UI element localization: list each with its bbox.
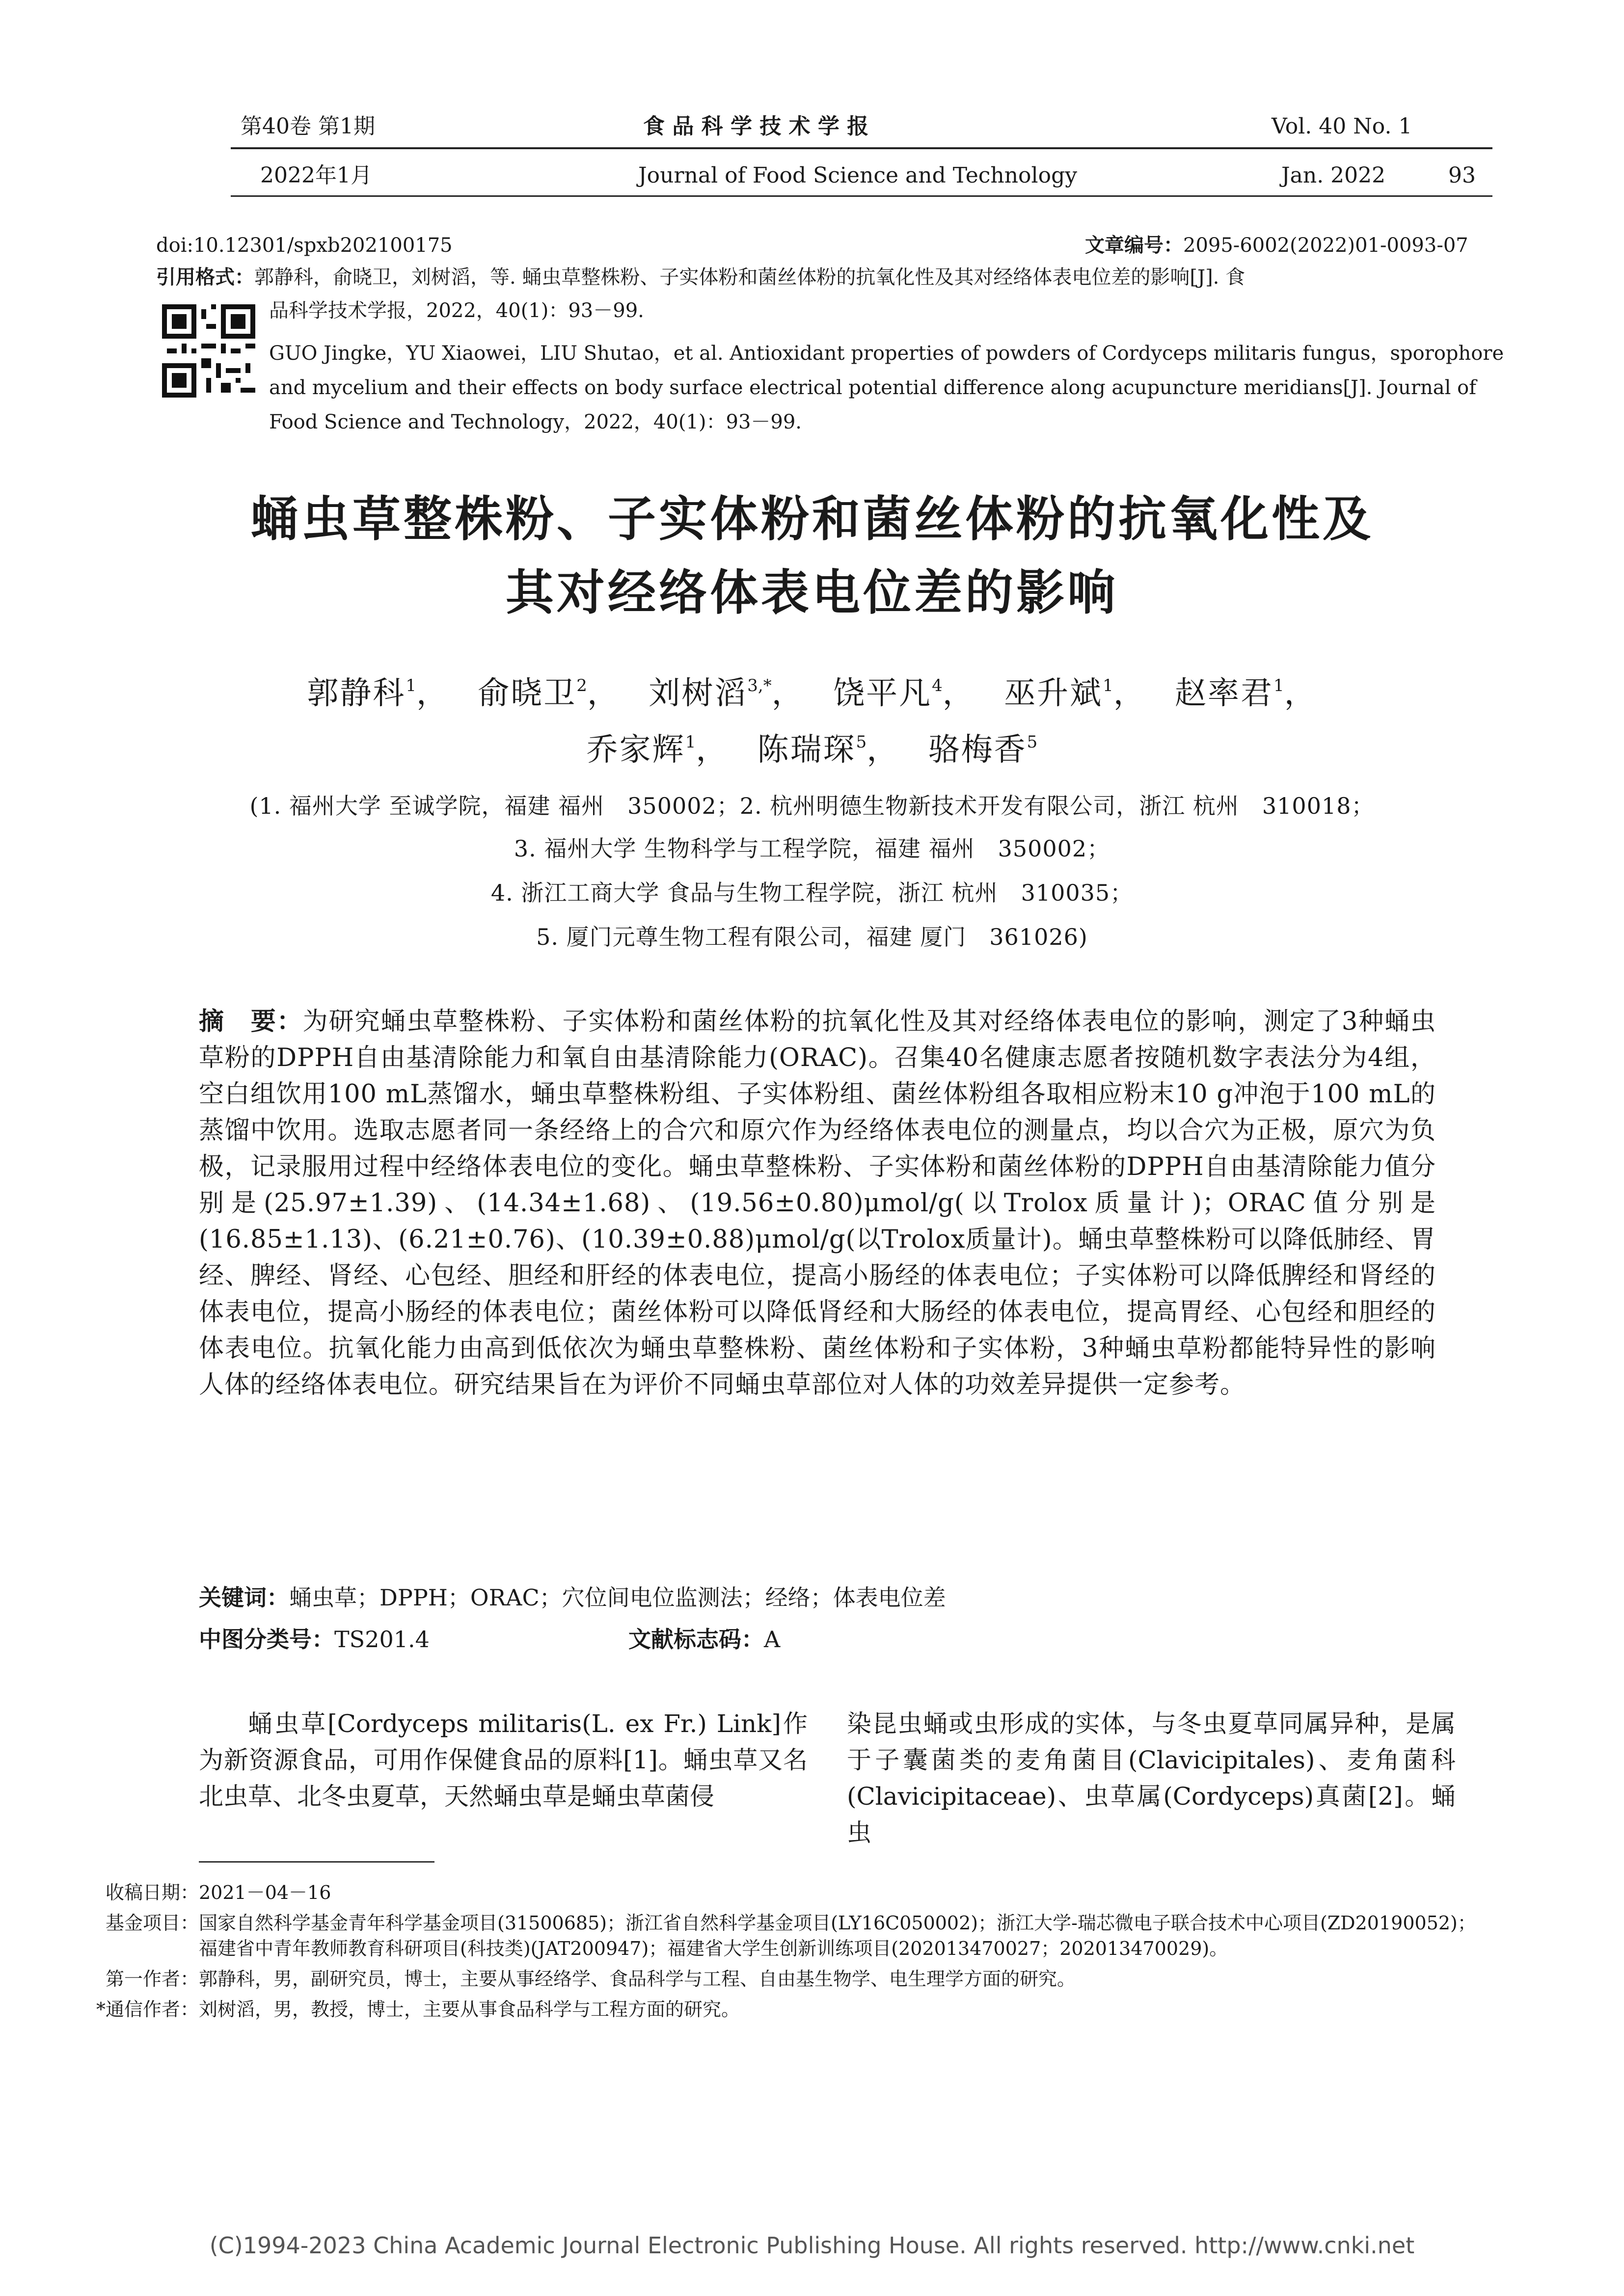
clc-value: TS201.4 bbox=[334, 1626, 430, 1653]
author: 骆梅香$^5$ bbox=[928, 732, 1038, 768]
affiliation-line: (1. 福州大学 至诚学院，福建 福州 350002；2. 杭州明德生物新技术开发有限公司，浙江 杭州 310018； bbox=[249, 793, 1375, 819]
body-column-left: 蛹虫草[Cordyceps militaris(L. ex Fr.) Link]作为新资源食品，可用作保健食品的原料[1]。蛹虫草又名北虫草、北冬虫夏草，天然蛹虫草是蛹虫草菌侵 bbox=[199, 1709, 808, 1811]
copyright-footer: (C)1994-2023 China Academic Journal Electronic Publishing House. All rights reserved. http://www.cnki.net bbox=[209, 2232, 1415, 2259]
abstract-label: 摘 要： bbox=[199, 1007, 303, 1036]
header-rule-top bbox=[231, 147, 1492, 149]
qr-code-icon bbox=[162, 304, 255, 398]
header-journal-en: Journal of Food Science and Technology bbox=[638, 163, 1078, 188]
affiliation-line: 4. 浙江工商大学 食品与生物工程学院，浙江 杭州 310035； bbox=[490, 880, 1134, 906]
header-page-number: 93 bbox=[1448, 163, 1476, 188]
header-date-cn: 2022年1月 bbox=[260, 163, 372, 188]
keywords-text: 蛹虫草；DPPH；ORAC；穴位间电位监测法；经络；体表电位差 bbox=[289, 1584, 946, 1611]
citation-cn-line-2: 品科学技术学报，2022，40(1)：93－99. bbox=[269, 299, 644, 322]
author: 郭静科$^1$， bbox=[307, 675, 466, 712]
author: 乔家辉$^1$， bbox=[586, 732, 746, 768]
footnote-received: 收稿日期： 2021－04－16 bbox=[105, 1882, 331, 1903]
citation-line-1 bbox=[156, 263, 1245, 292]
paper-title-line-2: 其对经络体表电位差的影响 bbox=[505, 565, 1118, 621]
article-number-label: 文章编号： bbox=[1085, 234, 1183, 257]
citation-cn-1: 郭静科，俞晓卫，刘树滔，等. 蛹虫草整株粉、子实体粉和菌丝体粉的抗氧化性及其对经络体表电位差的影响[J]. 食 bbox=[254, 266, 1245, 289]
author: 赵率君$^1$， bbox=[1175, 675, 1317, 712]
article-number-value: 2095-6002(2022)01-0093-07 bbox=[1183, 234, 1468, 257]
clc-label: 中图分类号： bbox=[199, 1626, 334, 1653]
footnote-first-author: 第一作者： 郭静科，男，副研究员，博士，主要从事经络学、食品科学与工程、自由基生物学、电生理学方面的研究。 bbox=[105, 1968, 1076, 1990]
abstract-text: 为研究蛹虫草整株粉、子实体粉和菌丝体粉的抗氧化性及其对经络体表电位的影响，测定了3种蛹虫草粉的DPPH自由基清除能力和氧自由基清除能力(ORAC)。召集40名健康志愿者按随机数字表法分为4组，空白组饮用100 mL蒸馏水，蛹虫草整株粉组、子实体粉组、菌丝体粉组各取相应粉末10 g冲泡于100 mL的蒸馏中饮用。选取志愿者同一条经络上的合穴和原穴作为经络体表电位的测量点，均以合穴为正极，原穴为负极，记录服用过程中经络体表电位的变化。蛹虫草整株粉、子实体粉和菌丝体粉的DPPH自由基清除能力值分别是(25.97±1.39)、(14.34±1.68)、(19.56±0.80)μmol/g(以Trolox质量计)；ORAC值分别是(16.85±1.13)、(6.21±0.76)、(10.39±0.88)μmol/g(以Trolox质量计)。蛹虫草整株粉可以降低肺经、胃经、脾经、肾经、心包经、胆经和肝经的体表电位，提高小肠经的体表电位；子实体粉可以降低脾经和肾经的体表电位，提高小肠经的体表电位；菌丝体粉可以降低肾经和大肠经的体表电位，提高胃经、心包经和胆经的体表电位。抗氧化能力由高到低依次为蛹虫草整株粉、菌丝体粉和子实体粉，3种蛹虫草粉都能特异性的影响人体的经络体表电位。研究结果旨在为评价不同蛹虫草部位对人体的功效差异提供一定参考。 bbox=[199, 1007, 1436, 1399]
author: 刘树滔$^{3,*}$， bbox=[649, 675, 822, 712]
footnote-corresponding-author: *通信作者： 刘树滔，男，教授，博士，主要从事食品科学与工程方面的研究。 bbox=[96, 1999, 740, 2020]
author: 饶平凡$^4$， bbox=[833, 675, 993, 712]
document-code-value: A bbox=[764, 1626, 781, 1653]
abstract bbox=[199, 1004, 1436, 1403]
citation-en-line-1: GUO Jingke，YU Xiaowei，LIU Shutao，et al. Antioxidant properties of powders of Cordyceps militaris fungus，sporophore bbox=[269, 342, 1504, 365]
header-vol-en: Vol. 40 No. 1 bbox=[1272, 114, 1412, 139]
article-number bbox=[1085, 231, 1468, 260]
document-code-label: 文献标志码： bbox=[628, 1626, 764, 1653]
header-volume-issue: 第40卷 第1期 bbox=[241, 114, 375, 139]
author: 陈瑞琛$^5$， bbox=[757, 732, 917, 768]
header-journal-cn: 食 品 科 学 技 术 学 报 bbox=[643, 114, 869, 139]
citation-en-line-2: and mycelium and their effects on body surface electrical potential difference along acupuncture meridians[J]. Journal of bbox=[269, 376, 1477, 399]
affiliation-line: 5. 厦门元尊生物工程有限公司，福建 厦门 361026) bbox=[536, 924, 1088, 950]
authors-line-2 bbox=[0, 731, 1624, 769]
clc-number bbox=[199, 1625, 430, 1654]
footnote-funding: 基金项目： 国家自然科学基金青年科学基金项目(31500685)；浙江省自然科学基金项目(LY16C050002)；浙江大学-瑞芯微电子联合技术中心项目(ZD20190052)；福建省中青年教师教育科研项目(科技类)(JAT200947)；福建省大学生创新训练项目(202013470027；202013470029)。 bbox=[105, 1912, 1476, 1959]
author: 俞晓卫$^2$， bbox=[478, 675, 637, 712]
author: 巫升斌$^1$， bbox=[1004, 675, 1164, 712]
keywords-label: 关键词： bbox=[199, 1584, 289, 1611]
header-rule-bottom bbox=[231, 195, 1492, 197]
paper-title-line-1: 蛹虫草整株粉、子实体粉和菌丝体粉的抗氧化性及 bbox=[250, 491, 1374, 547]
footnote-rule bbox=[199, 1861, 434, 1863]
keywords bbox=[199, 1583, 946, 1612]
footnotes bbox=[93, 1880, 1488, 2022]
doi: doi:10.12301/spxb202100175 bbox=[156, 234, 453, 257]
citation-en-line-3: Food Science and Technology，2022，40(1)：93－99. bbox=[269, 411, 802, 433]
header-date-en: Jan. 2022 bbox=[1281, 163, 1386, 188]
citation-label: 引用格式： bbox=[156, 266, 254, 289]
document-code bbox=[628, 1625, 780, 1654]
affiliation-line: 3. 福州大学 生物科学与工程学院，福建 福州 350002； bbox=[514, 835, 1110, 862]
body-column-right: 染昆虫蛹或虫形成的实体，与冬虫夏草同属异种，是属于子囊菌类的麦角菌目(Clavicipitales)、麦角菌科(Clavicipitaceae)、虫草属(Cordyceps)真菌[2]。蛹虫 bbox=[847, 1709, 1456, 1847]
authors-line-1 bbox=[0, 675, 1624, 713]
